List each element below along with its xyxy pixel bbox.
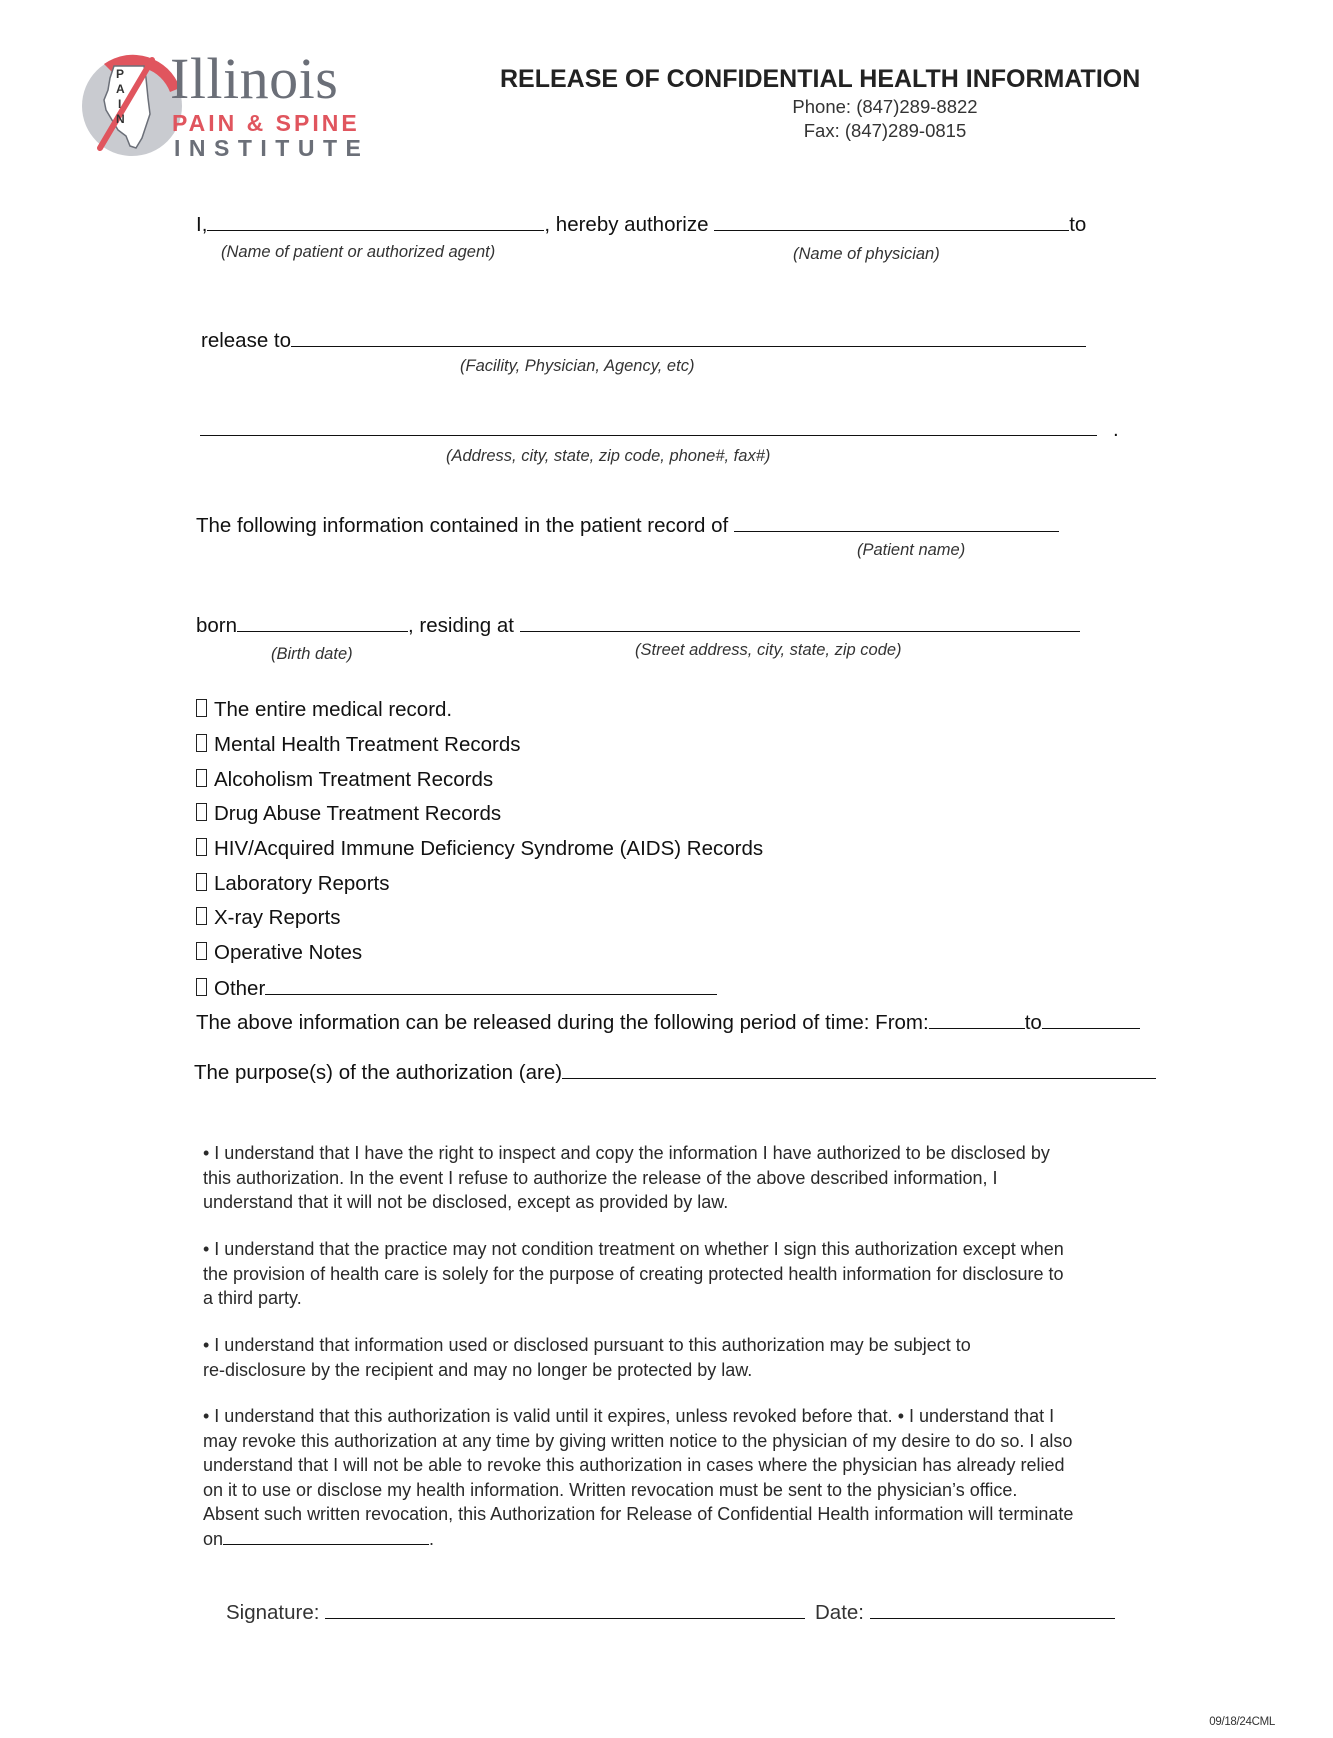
option-alcoholism[interactable]: Alcoholism Treatment Records [196,768,493,792]
paragraph-right-to-inspect: • I understand that I have the right to inspect and copy the information I have authorized to be disclosed by this authorization. In the event I refuse to authorize the release of the above described information, I understand that it will not be disclosed, except as provided by law. [203,1143,1050,1212]
termination-date-field[interactable] [223,1528,429,1545]
authorization-line [196,212,1086,237]
logo-wordmark: Illinois [170,46,339,111]
terminate-on-label: on [203,1528,224,1549]
logo-letter-p: P [116,67,125,81]
authorization-suffix: to [1069,213,1087,236]
phone-number: Phone: (847)289-8822 [792,96,978,117]
hint-patient-record-name: (Patient name) [857,541,966,559]
signature-field[interactable] [325,1600,805,1619]
address-field[interactable] [200,417,1097,436]
residing-label: , residing at [408,614,520,637]
option-mental-health[interactable]: Mental Health Treatment Records [196,733,521,757]
purpose-label: The purpose(s) of the authorization (are) [194,1061,563,1084]
document-title: RELEASE OF CONFIDENTIAL HEALTH INFORMATION [500,65,1141,93]
checkbox[interactable] [196,942,207,960]
period-from-field[interactable] [929,1010,1025,1029]
checkbox[interactable] [196,838,207,856]
fax-number: Fax: (847)289-0815 [803,120,967,141]
period-to-label: to [1024,1011,1042,1034]
option-operative-notes[interactable]: Operative Notes [196,941,362,965]
address-trailing-period: . [1113,418,1119,441]
date-line [815,1600,1115,1625]
purpose-field[interactable] [562,1060,1156,1079]
address-line [200,417,1119,442]
option-hiv-aids[interactable]: HIV/Acquired Immune Deficiency Syndrome (AIDS) Records [196,837,763,861]
signature-date-field[interactable] [870,1600,1115,1619]
patient-record-line [196,513,1059,538]
logo-letter-n: N [116,112,125,126]
born-label: born [196,614,238,637]
authorization-middle: , hereby authorize [544,213,715,236]
physician-name-field[interactable] [714,212,1069,231]
checkbox[interactable] [196,769,207,787]
patient-record-name-field[interactable] [734,513,1059,532]
option-other[interactable]: Other [196,976,717,1001]
checkbox[interactable] [196,699,207,717]
birth-date-field[interactable] [237,613,408,632]
logo-subtitle-pain-spine: PAIN & SPINE [172,110,360,136]
hint-address: (Address, city, state, zip code, phone#, fax#) [446,447,771,465]
hint-birth-date: (Birth date) [271,645,353,663]
other-field[interactable] [265,976,717,995]
checkbox[interactable] [196,978,207,996]
paragraph-redisclosure: • I understand that information used or disclosed pursuant to this authorization may be subject to re-disclosure by the recipient and may no longer be protected by law. [203,1335,971,1380]
option-entire-record[interactable]: The entire medical record. [196,698,452,722]
hint-release-to: (Facility, Physician, Agency, etc) [460,357,695,375]
authorization-prefix: I, [196,213,208,236]
signature-label: Signature: [226,1601,326,1624]
option-x-ray[interactable]: X-ray Reports [196,906,340,930]
paragraph-revocation: • I understand that this authorization is valid until it expires, unless revoked before that. • I understand that I may revoke this authorization at any time by giving written notice to the physician of my desire to do so. I also understand that I will not be able to revoke this authorization in cases where the physician has already relied on it to use or disclose my health information. Written revocation must be sent to the physician’s office. Absent such written revocation, this Authorization for Release of Confidential Health information will terminate on . [203,1406,1074,1549]
paragraph-condition-treatment: • I understand that the practice may not condition treatment on whether I sign this authorization except when the provision of health care is solely for the purpose of creating protected health information for disclosure to a third party. [203,1239,1064,1308]
patient-name-field[interactable] [207,212,544,231]
period-to-field[interactable] [1042,1010,1140,1029]
logo-letter-i: I [118,97,122,111]
release-period-label: The above information can be released during the following period of time: From: [196,1011,929,1034]
logo-subtitle-institute: INSTITUTE [174,135,370,161]
form-version-code: 09/18/24CML [1209,1716,1275,1728]
checkbox[interactable] [196,734,207,752]
hint-physician-name: (Name of physician) [793,245,940,263]
purpose-line [194,1060,1156,1085]
release-period-line [196,1010,1140,1035]
patient-record-label: The following information contained in the patient record of [196,514,734,537]
street-address-field[interactable] [520,613,1080,632]
checkbox[interactable] [196,803,207,821]
logo-letter-a: A [116,82,125,96]
checkbox[interactable] [196,907,207,925]
release-to-label: release to [201,329,292,352]
option-drug-abuse[interactable]: Drug Abuse Treatment Records [196,802,501,826]
date-label: Date: [815,1601,870,1624]
checkbox[interactable] [196,873,207,891]
release-to-line [201,328,1086,353]
hint-patient-name: (Name of patient or authorized agent) [221,243,496,261]
hint-street-address: (Street address, city, state, zip code) [635,641,902,659]
born-residing-line [196,613,1080,638]
signature-line [226,1600,805,1625]
option-laboratory[interactable]: Laboratory Reports [196,872,389,896]
release-to-field[interactable] [291,328,1086,347]
